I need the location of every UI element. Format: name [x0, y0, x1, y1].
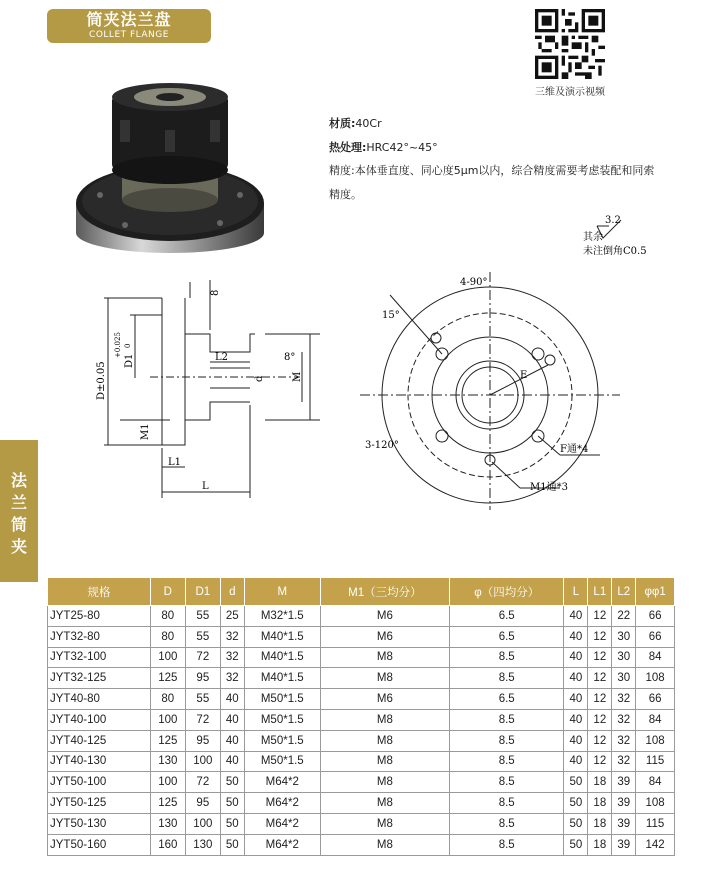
table-body: [48, 606, 675, 856]
table-cell: 8.5: [450, 668, 564, 689]
dim-m1-label: M1: [140, 423, 151, 440]
table-cell: 95: [185, 793, 220, 814]
table-cell: 8.5: [450, 834, 564, 855]
qr-caption: 三维及演示视频: [535, 87, 605, 98]
table-row: [48, 647, 675, 668]
table-cell: 18: [588, 813, 612, 834]
dim-15-label: 15°: [382, 310, 400, 321]
table-cell: 40: [564, 689, 588, 710]
table-cell: JYT40-100: [48, 709, 151, 730]
table-cell: 39: [612, 813, 636, 834]
table-cell: 115: [636, 813, 675, 834]
table-cell: M6: [320, 606, 449, 627]
dim-8-label: 8: [210, 289, 221, 296]
table-cell: 8.5: [450, 647, 564, 668]
table-cell: 66: [636, 626, 675, 647]
table-cell: M50*1.5: [244, 730, 320, 751]
table-cell: 39: [612, 793, 636, 814]
side-tab: [0, 440, 38, 582]
table-cell: M8: [320, 793, 449, 814]
precision-line: [329, 159, 659, 206]
table-cell: 40: [220, 730, 244, 751]
table-cell: M6: [320, 626, 449, 647]
table-cell: 30: [612, 647, 636, 668]
table-cell: 125: [150, 668, 185, 689]
table-header-cell: φ（四均分）: [450, 578, 564, 606]
table-cell: 100: [150, 709, 185, 730]
table-cell: 66: [636, 606, 675, 627]
table-row: [48, 730, 675, 751]
table-cell: 12: [588, 730, 612, 751]
table-cell: JYT40-125: [48, 730, 151, 751]
table-cell: 40: [564, 647, 588, 668]
dim-l2-label: L2: [215, 352, 229, 363]
heat-value: HRC42°~45°: [366, 140, 438, 154]
table-cell: 55: [185, 626, 220, 647]
table-cell: JYT50-130: [48, 813, 151, 834]
table-header-cell: L: [564, 578, 588, 606]
table-cell: 95: [185, 668, 220, 689]
table-row: [48, 606, 675, 627]
dim-f-label: F通*4: [560, 444, 589, 455]
table-cell: 100: [185, 751, 220, 772]
table-cell: 32: [612, 730, 636, 751]
table-cell: 100: [150, 647, 185, 668]
table-cell: 8.5: [450, 813, 564, 834]
table-cell: 39: [612, 772, 636, 793]
table-row: [48, 813, 675, 834]
roughness-chamfer: 未注倒角C0.5: [583, 246, 647, 257]
table-cell: 6.5: [450, 606, 564, 627]
dim-d1-tol-up: +0.025: [114, 332, 122, 358]
table-cell: 72: [185, 709, 220, 730]
table-cell: M8: [320, 813, 449, 834]
table-cell: 84: [636, 709, 675, 730]
table-row: [48, 793, 675, 814]
table-cell: 40: [564, 668, 588, 689]
dim-angle-8-label: 8°: [284, 352, 296, 363]
table-row: [48, 834, 675, 855]
table-header-cell: 规格: [48, 578, 151, 606]
table-row: [48, 668, 675, 689]
table-cell: JYT50-100: [48, 772, 151, 793]
table-cell: M8: [320, 709, 449, 730]
table-cell: 84: [636, 772, 675, 793]
table-cell: M50*1.5: [244, 689, 320, 710]
table-header-cell: D1: [185, 578, 220, 606]
table-cell: M64*2: [244, 793, 320, 814]
table-row: [48, 626, 675, 647]
table-cell: 40: [564, 709, 588, 730]
table-cell: 32: [220, 626, 244, 647]
roughness-symbol: [575, 212, 665, 262]
table-cell: 72: [185, 647, 220, 668]
table-cell: 6.5: [450, 689, 564, 710]
table-cell: 130: [185, 834, 220, 855]
table-header-cell: d: [220, 578, 244, 606]
table-cell: M8: [320, 730, 449, 751]
table-cell: 55: [185, 689, 220, 710]
table-cell: 50: [564, 793, 588, 814]
table-cell: 32: [612, 709, 636, 730]
table-cell: 8.5: [450, 730, 564, 751]
table-cell: M6: [320, 689, 449, 710]
table-cell: 115: [636, 751, 675, 772]
heat-line: [329, 136, 659, 160]
table-row: [48, 689, 675, 710]
table-cell: 80: [150, 626, 185, 647]
table-header-cell: L2: [612, 578, 636, 606]
table-row: [48, 751, 675, 772]
dim-d1-tol-low: 0: [124, 343, 132, 348]
spec-notes: [329, 112, 659, 206]
table-cell: 39: [612, 834, 636, 855]
table-cell: 40: [220, 709, 244, 730]
table-cell: 22: [612, 606, 636, 627]
table-cell: 50: [564, 813, 588, 834]
table-cell: JYT32-125: [48, 668, 151, 689]
table-cell: JYT32-100: [48, 647, 151, 668]
table-cell: 40: [220, 751, 244, 772]
table-cell: 12: [588, 751, 612, 772]
table-cell: M64*2: [244, 772, 320, 793]
table-cell: 12: [588, 668, 612, 689]
table-cell: 50: [220, 793, 244, 814]
table-cell: JYT50-125: [48, 793, 151, 814]
table-cell: 32: [612, 689, 636, 710]
material-line: [329, 112, 659, 136]
table-cell: 30: [612, 626, 636, 647]
table-cell: M8: [320, 772, 449, 793]
table-cell: M8: [320, 834, 449, 855]
table-cell: 40: [564, 751, 588, 772]
table-cell: 40: [564, 606, 588, 627]
table-cell: 40: [564, 626, 588, 647]
table-cell: 108: [636, 668, 675, 689]
table-cell: JYT50-160: [48, 834, 151, 855]
table-cell: 18: [588, 834, 612, 855]
dim-small-d-label: d: [254, 375, 265, 382]
dim-d-label: D±0.05: [96, 361, 107, 400]
page-title: 筒夹法兰盘: [86, 10, 172, 29]
table-cell: M40*1.5: [244, 668, 320, 689]
table-cell: 50: [220, 813, 244, 834]
table-row: [48, 709, 675, 730]
roughness-value: 3.2: [605, 215, 621, 226]
table-cell: 130: [150, 813, 185, 834]
table-cell: 66: [636, 689, 675, 710]
dim-m1-front-label: M1通*3: [530, 482, 568, 493]
table-cell: 130: [150, 751, 185, 772]
table-cell: 18: [588, 772, 612, 793]
table-row: [48, 772, 675, 793]
table-header-cell: M: [244, 578, 320, 606]
table-cell: 50: [220, 772, 244, 793]
dim-e-label: E: [520, 370, 528, 381]
table-header-cell: M1（三均分）: [320, 578, 449, 606]
table-cell: 40: [564, 730, 588, 751]
dim-m-label: M: [292, 371, 303, 382]
precision-label: 精度:: [329, 164, 355, 177]
table-cell: 25: [220, 606, 244, 627]
table-cell: M64*2: [244, 834, 320, 855]
table-cell: M50*1.5: [244, 709, 320, 730]
table-cell: JYT25-80: [48, 606, 151, 627]
table-cell: 50: [564, 834, 588, 855]
dim-d1-label: D1: [124, 353, 135, 368]
table-cell: JYT32-80: [48, 626, 151, 647]
table-cell: M8: [320, 647, 449, 668]
table-cell: 50: [220, 834, 244, 855]
roughness-rest: 其余: [583, 232, 603, 243]
material-value: 40Cr: [355, 117, 382, 130]
table-cell: 32: [220, 668, 244, 689]
table-cell: 12: [588, 689, 612, 710]
table-cell: 100: [150, 772, 185, 793]
table-cell: 12: [588, 709, 612, 730]
dim-l1-label: L1: [168, 457, 182, 468]
dim-l-label: L: [202, 481, 209, 492]
table-cell: M32*1.5: [244, 606, 320, 627]
table-cell: 125: [150, 730, 185, 751]
dim-4x90-label: 4-90°: [460, 277, 488, 288]
table-cell: 12: [588, 626, 612, 647]
table-cell: 72: [185, 772, 220, 793]
table-cell: 108: [636, 793, 675, 814]
table-header-row: [48, 578, 675, 606]
table-cell: 95: [185, 730, 220, 751]
table-cell: M50*1.5: [244, 751, 320, 772]
dim-3x120-label: 3-120°: [365, 440, 399, 451]
table-cell: JYT40-80: [48, 689, 151, 710]
table-cell: 50: [564, 772, 588, 793]
table-cell: M64*2: [244, 813, 320, 834]
heat-label: 热处理:: [329, 140, 367, 154]
page-subtitle: COLLET FLANGE: [89, 30, 169, 40]
table-cell: M40*1.5: [244, 647, 320, 668]
table-cell: M8: [320, 751, 449, 772]
table-cell: 32: [612, 751, 636, 772]
table-cell: 100: [185, 813, 220, 834]
table-header-cell: L1: [588, 578, 612, 606]
table-cell: M40*1.5: [244, 626, 320, 647]
table-cell: 160: [150, 834, 185, 855]
table-cell: 84: [636, 647, 675, 668]
precision-value: 本体垂直度、同心度5μm以内，综合精度需要考虑装配和同索精度。: [329, 164, 655, 201]
side-tab-text: 法 兰 筒 夹: [10, 471, 27, 556]
spec-table: [47, 577, 675, 856]
table-cell: 18: [588, 793, 612, 814]
table-cell: 32: [220, 647, 244, 668]
table-cell: 12: [588, 647, 612, 668]
table-cell: 6.5: [450, 626, 564, 647]
table-cell: 8.5: [450, 793, 564, 814]
table-cell: M8: [320, 668, 449, 689]
table-cell: 40: [220, 689, 244, 710]
table-cell: 55: [185, 606, 220, 627]
table-cell: 8.5: [450, 751, 564, 772]
material-label: 材质:: [329, 117, 356, 130]
table-cell: 142: [636, 834, 675, 855]
table-cell: 108: [636, 730, 675, 751]
table-cell: 12: [588, 606, 612, 627]
table-cell: 80: [150, 606, 185, 627]
title-badge: [47, 9, 211, 43]
table-cell: 30: [612, 668, 636, 689]
table-cell: JYT40-130: [48, 751, 151, 772]
table-cell: 80: [150, 689, 185, 710]
collet-flange-product-image: [70, 75, 270, 260]
table-header-cell: φφ1: [636, 578, 675, 606]
table-header-cell: D: [150, 578, 185, 606]
qr-code-icon[interactable]: [535, 9, 605, 79]
table-cell: 8.5: [450, 709, 564, 730]
technical-drawing: [90, 270, 690, 510]
table-cell: 125: [150, 793, 185, 814]
table-cell: 8.5: [450, 772, 564, 793]
